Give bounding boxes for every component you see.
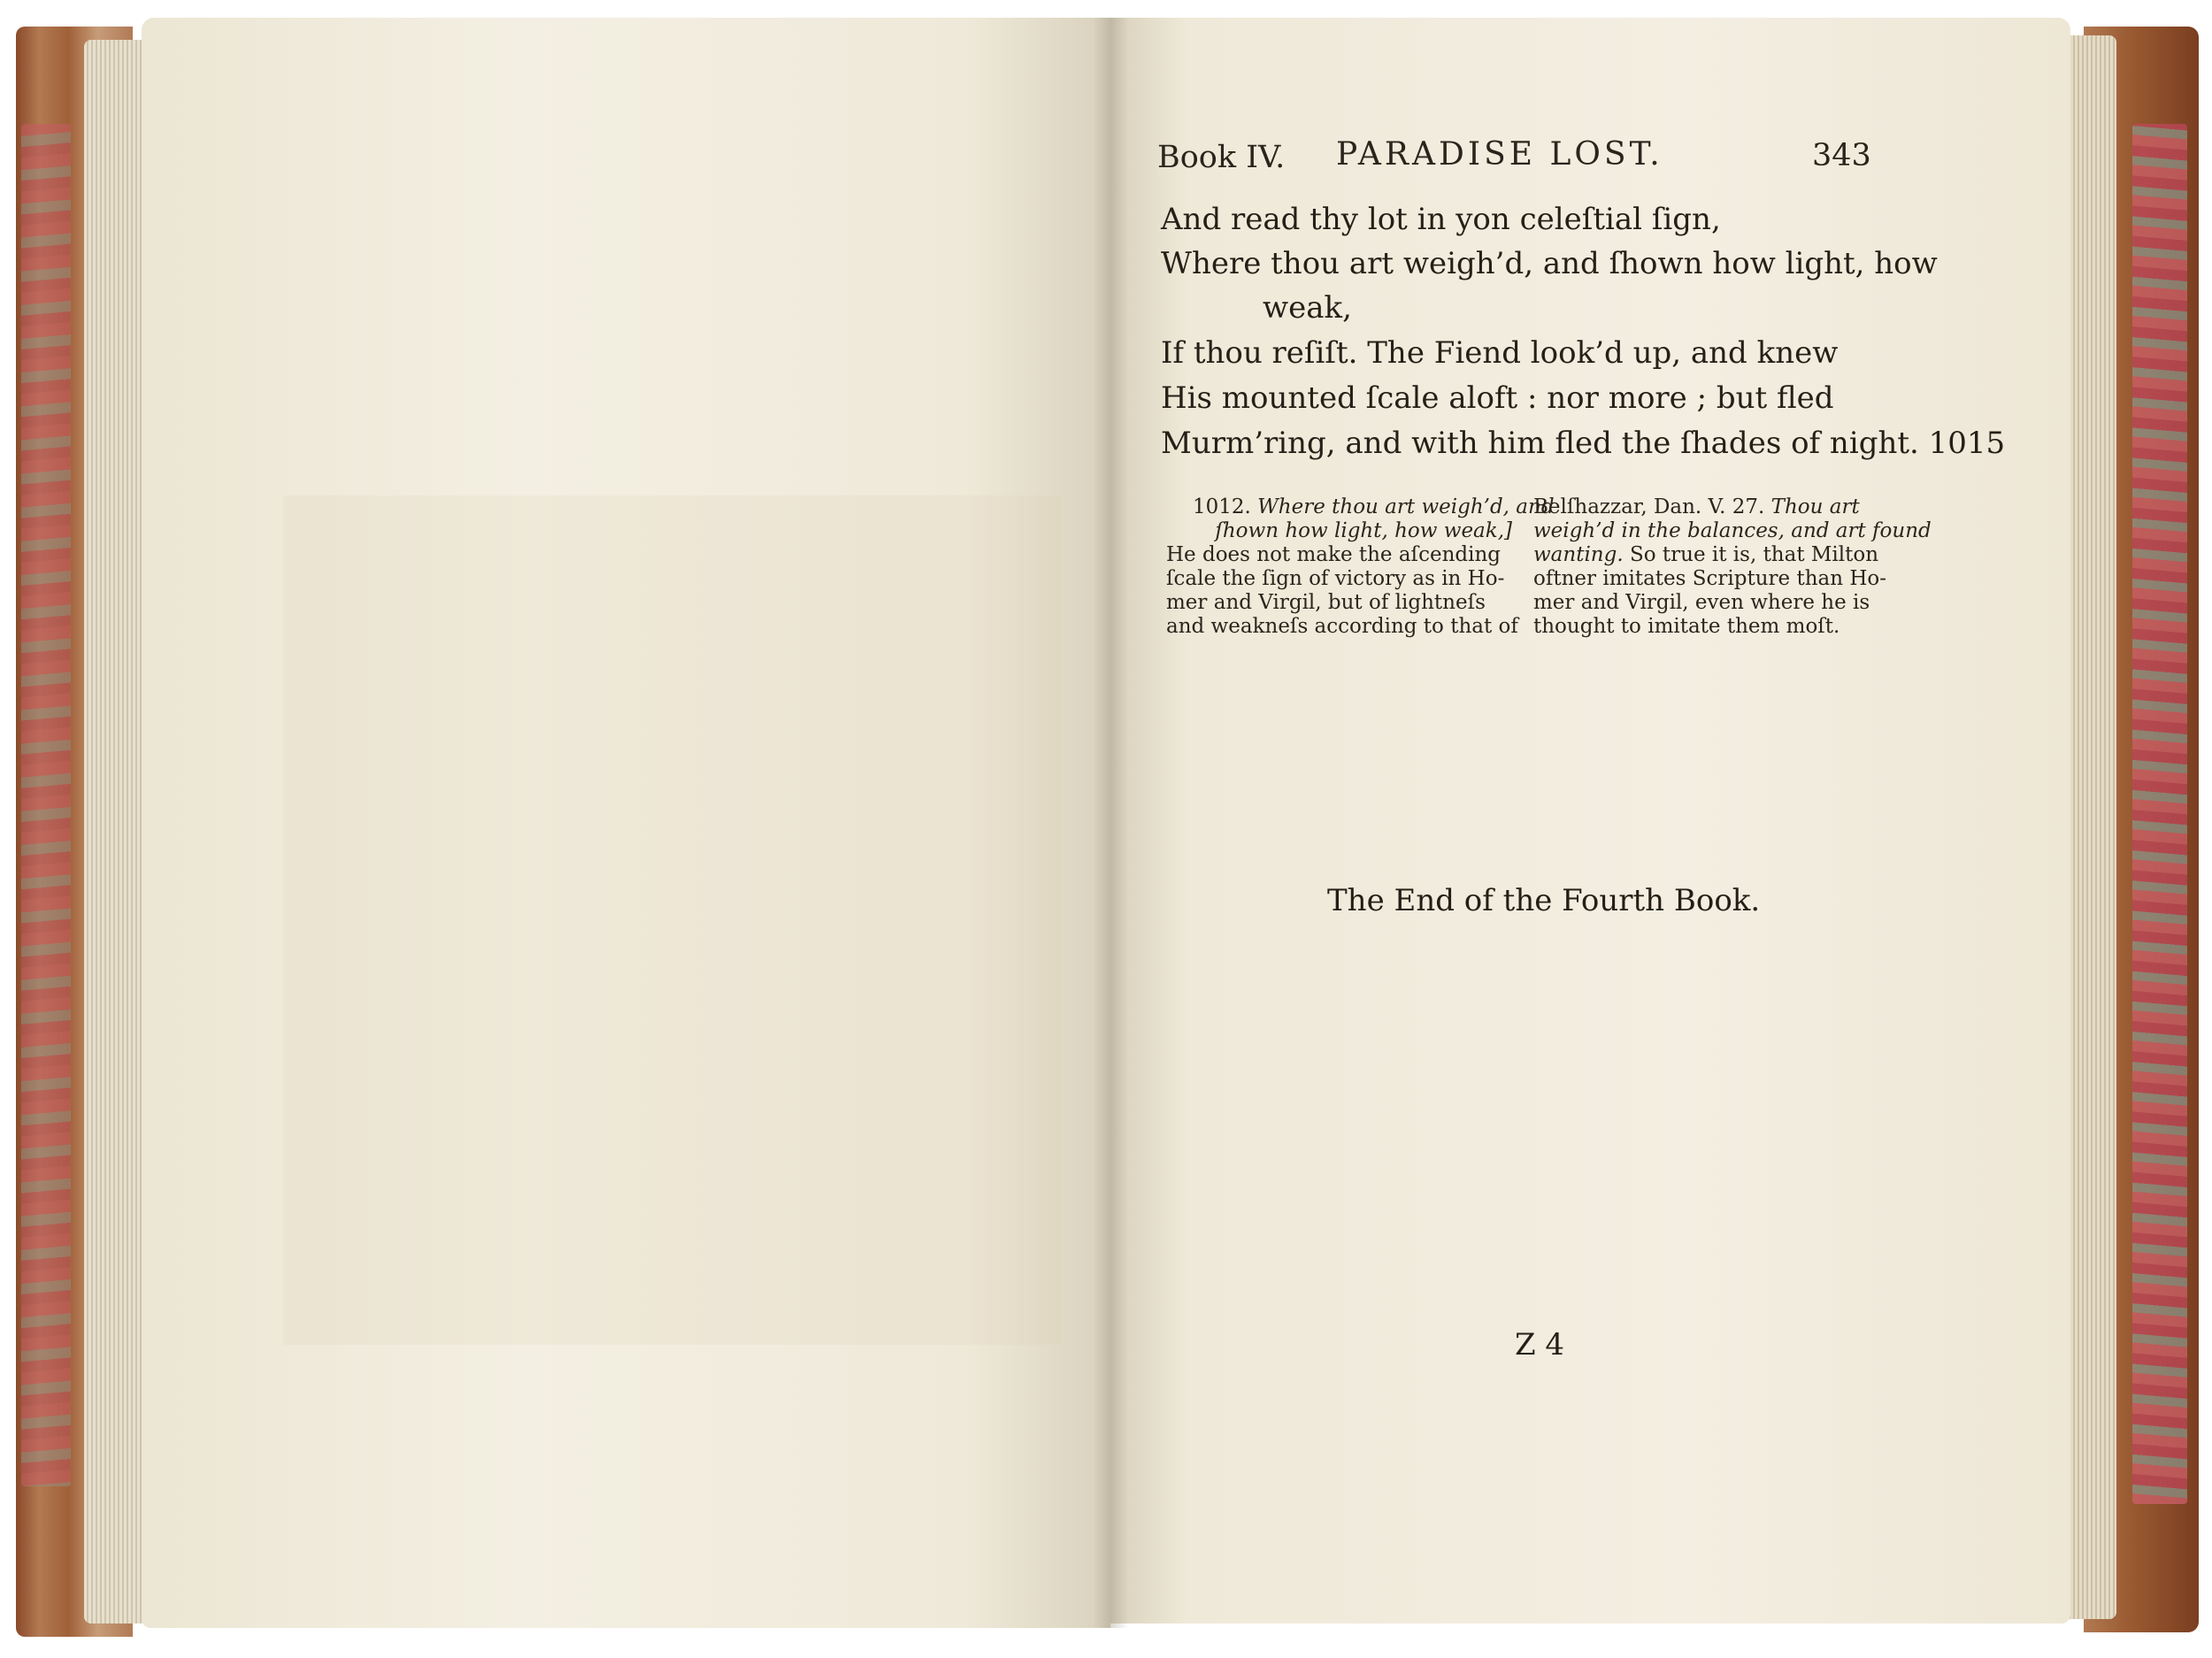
footnote-right-column xyxy=(1533,495,1932,639)
note-italic: wanting. xyxy=(1533,543,1624,566)
footnote-left-column xyxy=(1166,495,1555,639)
note-text: Belſhazzar, Dan. V. 27. xyxy=(1533,495,1765,518)
page-number: 343 xyxy=(1812,138,1871,173)
book-gutter xyxy=(1093,18,1128,1628)
poem-line: weak, xyxy=(1263,290,1352,326)
note-line: oftner imitates Scripture than Ho- xyxy=(1533,567,1887,590)
poem-line: If thou reſiſt. The Fiend look’d up, and knew xyxy=(1161,335,1839,371)
note-text: So true it is, that Milton xyxy=(1629,543,1879,566)
right-marbled-board xyxy=(2132,124,2187,1504)
running-head-book: Book IV. xyxy=(1157,140,1286,175)
poem-line: His mounted ſcale aloft : nor more ; but fled xyxy=(1161,380,1834,416)
running-head-title: PARADISE LOST. xyxy=(1336,136,1663,173)
poem-line: Murm’ring, and with him fled the ſhades of night. 1015 xyxy=(1161,426,2006,461)
note-line: He does not make the aſcending xyxy=(1166,543,1501,566)
signature-mark: Z 4 xyxy=(1515,1327,1565,1362)
note-italic: weigh’d in the balances, and art found xyxy=(1533,519,1932,542)
note-number: 1012. xyxy=(1193,495,1251,518)
note-line: mer and Virgil, even where he is xyxy=(1533,591,1870,614)
left-page-discoloration xyxy=(283,495,1062,1345)
poem-line: And read thy lot in yon celeſtial ſign, xyxy=(1161,202,1721,237)
poem-line: Where thou art weigh’d, and ſhown how light, how xyxy=(1161,246,1938,281)
left-marbled-board xyxy=(21,124,71,1486)
end-of-book-title: The End of the Fourth Book. xyxy=(1327,883,1761,918)
note-lemma: ſhown how light, how weak,] xyxy=(1215,519,1512,542)
note-line: mer and Virgil, but of lightneſs xyxy=(1166,591,1486,614)
note-line: thought to imitate them moſt. xyxy=(1533,615,1840,638)
note-lemma: Where thou art weigh’d, and xyxy=(1257,495,1555,518)
note-italic: Thou art xyxy=(1770,495,1860,518)
running-head xyxy=(1157,136,1871,184)
note-line: ſcale the ſign of victory as in Ho- xyxy=(1166,567,1505,590)
note-line: and weakneſs according to that of xyxy=(1166,615,1518,638)
